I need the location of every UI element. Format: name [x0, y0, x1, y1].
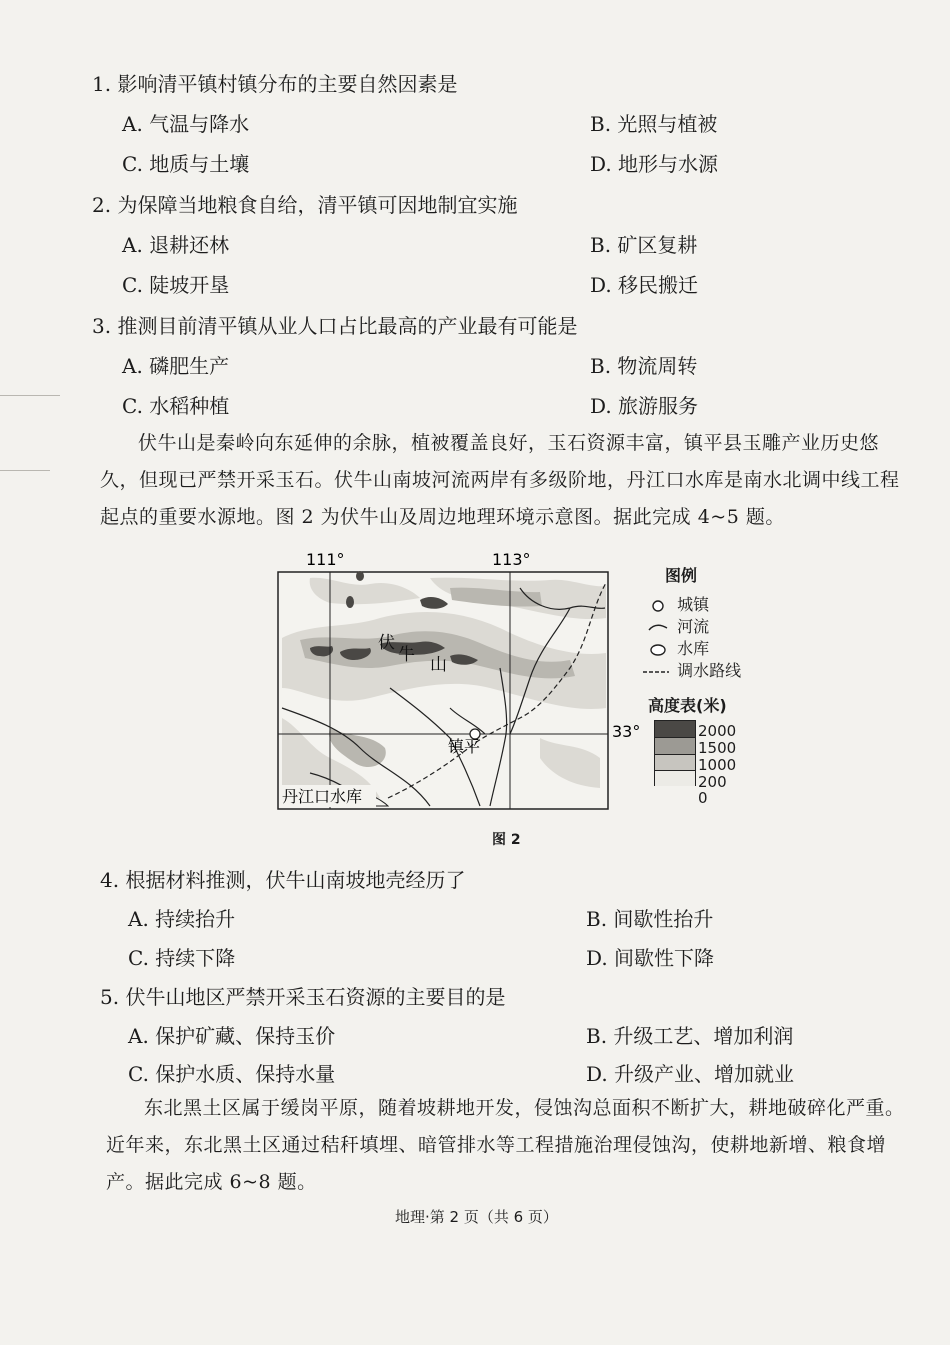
q5-option-d[interactable]: D. 升级产业、增加就业: [586, 1062, 795, 1086]
mountain-label-shan: 山: [430, 655, 447, 675]
q4-stem: 4. 根据材料推测，伏牛山南坡地壳经历了: [100, 868, 466, 892]
elevation-scale: [654, 720, 696, 786]
passage-blacksoil: [106, 1090, 906, 1201]
map-svg: [270, 548, 700, 823]
figure-2-map: [270, 548, 742, 848]
q1-option-c[interactable]: C. 地质与土壤: [122, 152, 250, 176]
mountain-label-niu: 牛: [398, 645, 415, 665]
legend-route-label: 调水路线: [677, 661, 742, 680]
legend-town-label: 城镇: [677, 595, 710, 614]
elevation-band-200: [655, 770, 695, 786]
elevation-band-1500: [655, 737, 695, 754]
legend-river-icon: [648, 620, 668, 636]
q3-option-d[interactable]: D. 旅游服务: [590, 394, 699, 418]
town-zhenping-label: 镇平: [448, 737, 481, 756]
q2-stem: 2. 为保障当地粮食自给，清平镇可因地制宜实施: [92, 193, 518, 217]
q1-option-b[interactable]: B. 光照与植被: [590, 112, 718, 136]
q5-option-b[interactable]: B. 升级工艺、增加利润: [586, 1024, 794, 1048]
q4-option-b[interactable]: B. 间歇性抬升: [586, 907, 714, 931]
q2-option-b[interactable]: B. 矿区复耕: [590, 233, 698, 257]
reservoir-label: 丹江口水库: [282, 787, 363, 806]
elevation-band-2000: [655, 721, 695, 737]
legend-reservoir-label: 水库: [677, 639, 710, 658]
q3-option-c[interactable]: C. 水稻种植: [122, 394, 230, 418]
elevation-level-2000: 2000: [698, 722, 737, 740]
passage-blacksoil-text: 东北黑土区属于缓岗平原，随着坡耕地开发，侵蚀沟总面积不断扩大，耕地破碎化严重。近年来，东北黑土区通过秸秆填埋、暗管排水等工程措施治理侵蚀沟，使耕地新增、粮食增产。据此完成 6~8 题。: [106, 1097, 905, 1193]
q3-stem: 3. 推测目前清平镇从业人口占比最高的产业最有可能是: [92, 314, 578, 338]
legend-town: [650, 592, 709, 615]
q1-option-a[interactable]: A. 气温与降水: [122, 112, 250, 136]
legend-route-icon: [642, 664, 670, 680]
q4-option-d[interactable]: D. 间歇性下降: [586, 946, 715, 970]
elevation-level-1000: 1000: [698, 756, 737, 774]
legend-route: [642, 658, 741, 681]
q5-option-a[interactable]: A. 保护矿藏、保持玉价: [128, 1024, 336, 1048]
legend-reservoir-icon: [648, 642, 668, 658]
mountain-label-fu: 伏: [378, 633, 395, 653]
q4-option-a[interactable]: A. 持续抬升: [128, 907, 236, 931]
page-footer: 地理·第 2 页（共 6 页）: [395, 1208, 558, 1226]
q1-stem: 1. 影响清平镇村镇分布的主要自然因素是: [92, 72, 458, 96]
q2-option-c[interactable]: C. 陡坡开垦: [122, 273, 230, 297]
q5-option-c[interactable]: C. 保护水质、保持水量: [128, 1062, 336, 1086]
q4-option-c[interactable]: C. 持续下降: [128, 946, 236, 970]
legend-town-icon: [650, 598, 666, 614]
elevation-level-1500: 1500: [698, 739, 737, 757]
lon-111-label: 111°: [306, 550, 345, 569]
elevation-title: 高度表(米): [648, 696, 727, 715]
legend-title: 图例: [665, 566, 698, 585]
lat-33-label: 33°: [612, 722, 641, 741]
passage-funiu-text: 伏牛山是秦岭向东延伸的余脉，植被覆盖良好，玉石资源丰富，镇平县玉雕产业历史悠久，但现已严禁开采玉石。伏牛山南坡河流两岸有多级阶地，丹江口水库是南水北调中线工程起点的重要水源地。图 2 为伏牛山及周边地理环境示意图。据此完成 4~5 题。: [100, 432, 900, 528]
q5-stem: 5. 伏牛山地区严禁开采玉石资源的主要目的是: [100, 985, 506, 1009]
elevation-band-1000: [655, 754, 695, 770]
lon-113-label: 113°: [492, 550, 531, 569]
q1-option-d[interactable]: D. 地形与水源: [590, 152, 719, 176]
elevation-level-0: 0: [698, 789, 708, 807]
legend-river-label: 河流: [677, 617, 710, 636]
figure-caption: 图 2: [492, 832, 521, 848]
legend-river: [648, 614, 709, 637]
passage-funiu: [100, 425, 912, 536]
q2-option-a[interactable]: A. 退耕还林: [122, 233, 230, 257]
q3-option-b[interactable]: B. 物流周转: [590, 354, 698, 378]
elevation-level-200: 200: [698, 773, 727, 791]
q3-option-a[interactable]: A. 磷肥生产: [122, 354, 230, 378]
q2-option-d[interactable]: D. 移民搬迁: [590, 273, 699, 297]
legend-reservoir: [648, 636, 709, 659]
